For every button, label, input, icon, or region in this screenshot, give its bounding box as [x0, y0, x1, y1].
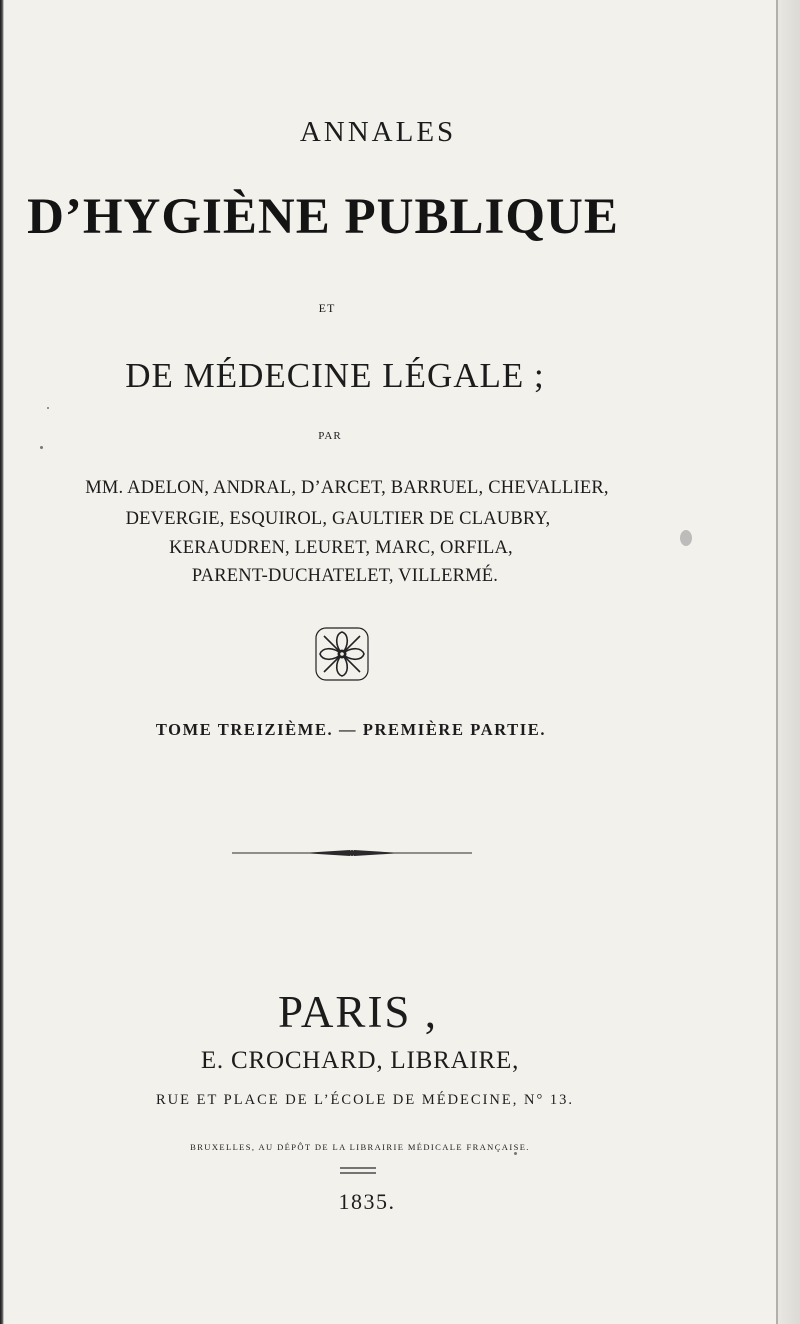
imprint-year: 1835.: [338, 1189, 396, 1214]
scan-edge-right: [778, 0, 800, 1324]
fleuron-ornament-icon: [314, 626, 370, 682]
authors-line-3: KERAUDREN, LEURET, MARC, ORFILA,: [169, 538, 513, 558]
scan-speck: [40, 446, 43, 449]
volume-statement: TOME TREIZIÈME. — PREMIÈRE PARTIE.: [155, 720, 547, 739]
byline-par: PAR: [318, 430, 342, 442]
title-conjunction: ET: [318, 301, 336, 315]
double-rule-icon: [340, 1165, 376, 1175]
imprint-city: PARIS ,: [278, 987, 438, 1037]
scan-speck: [47, 407, 49, 409]
authors-line-4: PARENT-DUCHATELET, VILLERMÉ.: [191, 566, 499, 586]
authors-line-2: DEVERGIE, ESQUIROL, GAULTIER DE CLAUBRY,: [125, 509, 551, 529]
imprint-address: RUE ET PLACE DE L’ÉCOLE DE MÉDECINE, N° 13.: [155, 1092, 575, 1108]
imprint-depot: BRUXELLES, AU DÉPÔT DE LA LIBRAIRIE MÉDICALE FRANÇAISE.: [190, 1142, 530, 1152]
ornamental-rule-icon: [232, 846, 472, 860]
title-annales: ANNALES: [299, 116, 457, 148]
imprint-publisher: E. CROCHARD, LIBRAIRE,: [200, 1047, 520, 1074]
title-medecine-legale: DE MÉDECINE LÉGALE ;: [125, 356, 545, 395]
authors-line-1: MM. ADELON, ANDRAL, D’ARCET, BARRUEL, CHEVALLIER,: [85, 478, 609, 498]
page-fold-line: [776, 0, 778, 1324]
title-hygiene-publique: D’HYGIÈNE PUBLIQUE: [27, 189, 619, 245]
scan-speck: [680, 530, 692, 546]
scan-speck: [514, 1152, 517, 1155]
